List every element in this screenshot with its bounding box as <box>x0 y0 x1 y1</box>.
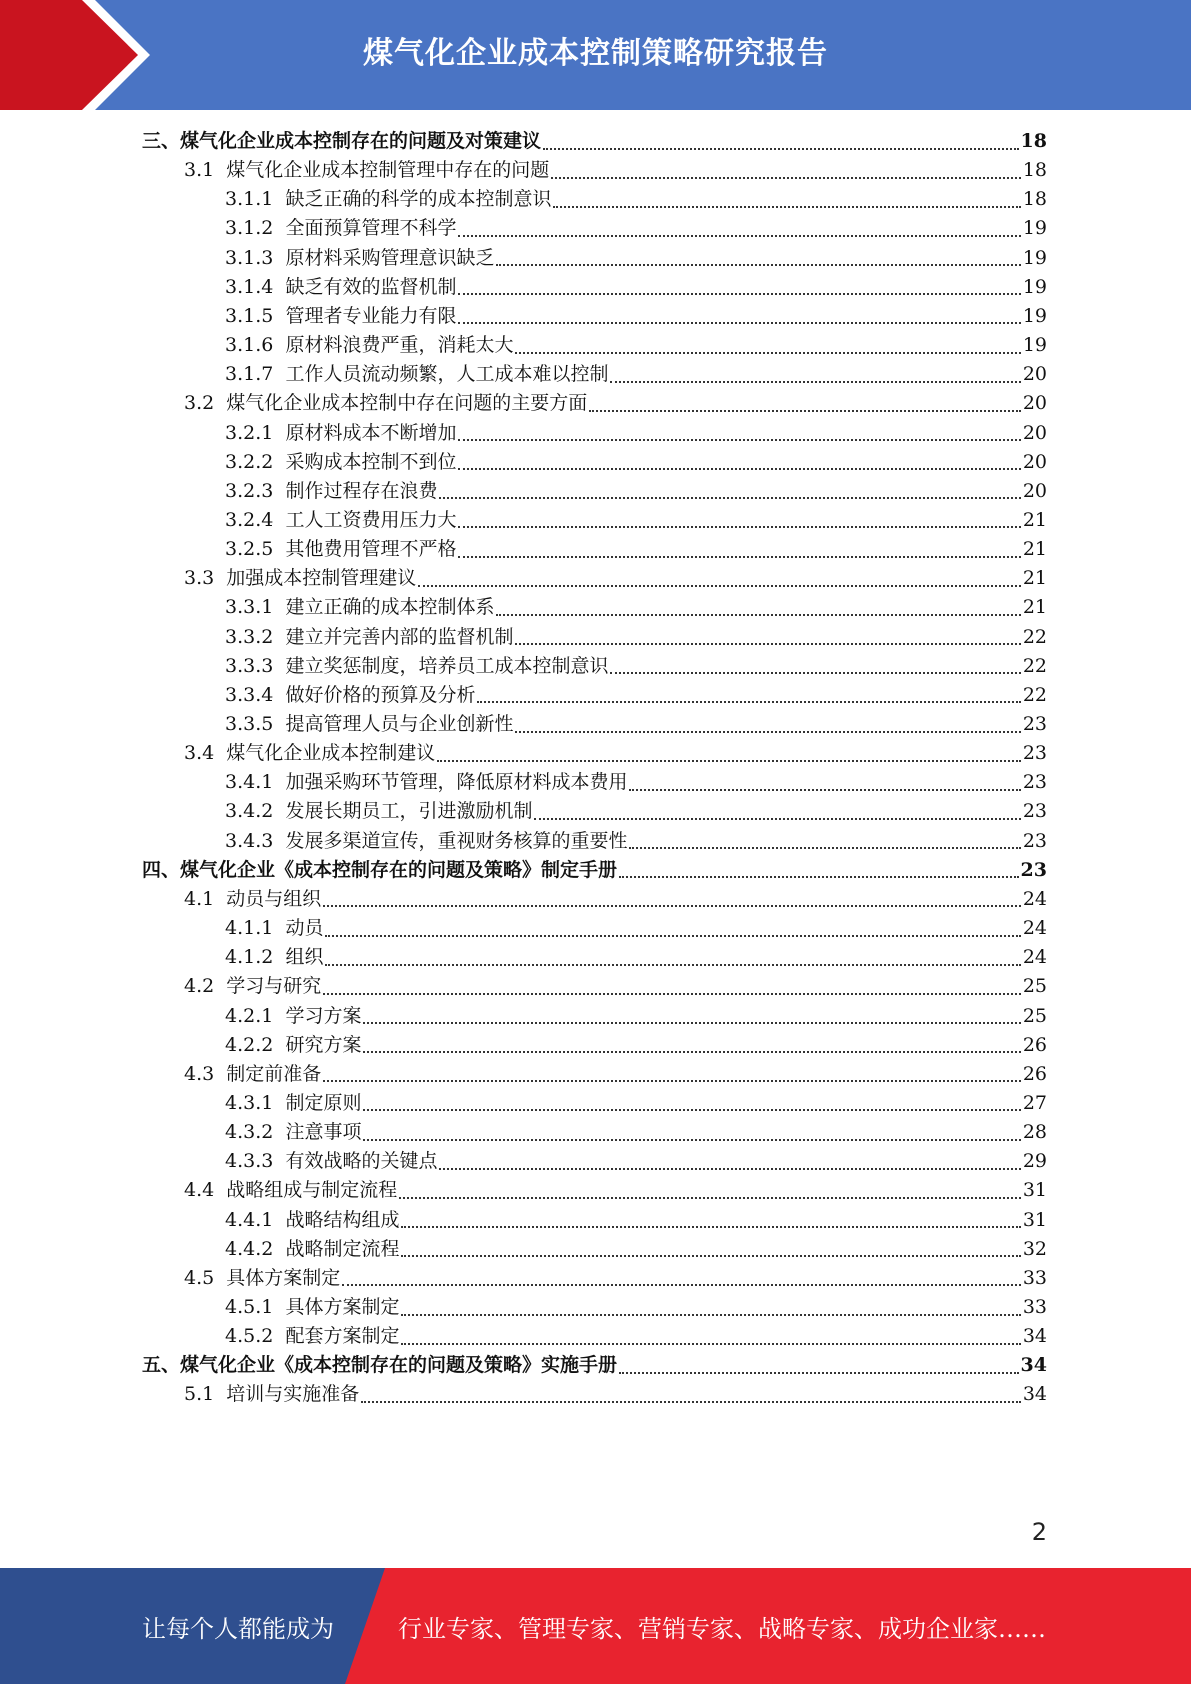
toc-entry-page: 34 <box>1022 1325 1047 1348</box>
toc-entry-title: 建立并完善内部的监督机制 <box>285 625 514 648</box>
toc-dot-leader <box>401 1226 1020 1228</box>
toc-entry-title: 动员与组织 <box>226 887 322 910</box>
toc-entry-number: 3.2.2 <box>225 450 286 473</box>
toc-dot-leader <box>629 847 1020 849</box>
toc-entry[interactable] <box>225 534 1047 565</box>
toc-entry[interactable] <box>225 301 1047 332</box>
toc-entry-page: 22 <box>1022 683 1047 706</box>
toc-entry[interactable] <box>184 738 1047 769</box>
toc-entry[interactable] <box>225 1292 1047 1323</box>
toc-entry-number: 3.1.5 <box>225 304 286 327</box>
toc-dot-leader <box>458 439 1020 441</box>
toc-dot-leader <box>458 526 1020 528</box>
footer-roles: 行业专家、管理专家、营销专家、战略专家、成功企业家…… <box>398 1614 1046 1643</box>
toc-dot-leader <box>543 148 1019 150</box>
toc-entry-number: 4.1.1 <box>225 917 286 940</box>
toc-entry[interactable] <box>225 1205 1047 1236</box>
toc-entry[interactable] <box>225 1146 1047 1177</box>
toc-entry-title: 制定原则 <box>285 1091 362 1114</box>
toc-entry-page: 18 <box>1022 188 1047 211</box>
toc-entry-number: 3.2 <box>184 392 227 415</box>
toc-entry-title: 缺乏有效的监督机制 <box>285 275 457 298</box>
toc-entry-title: 注意事项 <box>285 1121 362 1144</box>
toc-entry[interactable] <box>225 1117 1047 1148</box>
toc-dot-leader <box>323 993 1021 995</box>
toc-dot-leader <box>437 760 1021 762</box>
toc-entry[interactable] <box>142 855 1047 886</box>
toc-entry[interactable] <box>142 126 1047 157</box>
toc-entry-title: 发展长期员工，引进激励机制 <box>285 800 533 823</box>
toc-dot-leader <box>610 381 1020 383</box>
toc-entry[interactable] <box>184 388 1047 419</box>
toc-entry-number: 4.3 <box>184 1062 227 1085</box>
toc-entry-title: 培训与实施准备 <box>226 1383 360 1406</box>
toc-entry-page: 21 <box>1022 508 1047 531</box>
toc-entry[interactable] <box>225 767 1047 798</box>
footer-slogan: 让每个人都能成为 <box>142 1614 334 1643</box>
toc-entry-page: 20 <box>1022 363 1047 386</box>
toc-entry-number: 4.5.2 <box>225 1325 286 1348</box>
toc-dot-leader <box>363 1139 1020 1141</box>
toc-entry-number: 3.3.2 <box>225 625 286 648</box>
toc-entry-page: 19 <box>1022 246 1047 269</box>
toc-entry[interactable] <box>225 1030 1047 1061</box>
toc-entry-title: 做好价格的预算及分析 <box>285 683 476 706</box>
toc-entry-page: 25 <box>1022 1004 1047 1027</box>
header-banner <box>0 0 1191 110</box>
toc-entry-page: 20 <box>1022 421 1047 444</box>
toc-entry-title: 研究方案 <box>285 1033 362 1056</box>
toc-entry-page: 31 <box>1022 1179 1047 1202</box>
toc-entry-page: 23 <box>1022 800 1047 823</box>
toc-entry-title: 有效战略的关键点 <box>285 1150 438 1173</box>
toc-entry-number: 3.2.4 <box>225 508 286 531</box>
toc-entry-title: 制定前准备 <box>226 1062 322 1085</box>
toc-dot-leader <box>363 1022 1020 1024</box>
toc-entry-number: 4.1 <box>184 887 227 910</box>
toc-entry-page: 34 <box>1022 1383 1047 1406</box>
toc-dot-leader <box>418 585 1021 587</box>
toc-entry-number: 3.4.2 <box>225 800 286 823</box>
toc-entry-number: 3.2.5 <box>225 538 286 561</box>
toc-entry-title: 其他费用管理不严格 <box>285 538 457 561</box>
toc-dot-leader <box>458 322 1020 324</box>
toc-entry-page: 24 <box>1022 917 1047 940</box>
toc-dot-leader <box>401 1255 1020 1257</box>
toc-entry-page: 19 <box>1022 275 1047 298</box>
toc-entry-title: 管理者专业能力有限 <box>285 304 457 327</box>
toc-entry-number: 3.4.3 <box>225 829 286 852</box>
toc-entry-title: 采购成本控制不到位 <box>285 450 457 473</box>
toc-entry-number: 4.2.2 <box>225 1033 286 1056</box>
toc-entry-number: 3.4.1 <box>225 771 286 794</box>
toc-dot-leader <box>323 1080 1021 1082</box>
toc-entry-number: 三、 <box>142 130 181 152</box>
toc-entry-page: 33 <box>1022 1266 1047 1289</box>
toc-entry-number: 五、 <box>142 1354 181 1377</box>
toc-entry[interactable] <box>225 184 1047 215</box>
toc-entry-number: 3.3.5 <box>225 713 286 735</box>
toc-entry-number: 4.5.1 <box>225 1296 286 1318</box>
toc-entry-number: 4.3.3 <box>225 1150 286 1173</box>
toc-entry-number: 3.3.4 <box>225 683 286 706</box>
toc-entry[interactable] <box>184 884 1047 915</box>
page-number: 2 <box>1031 1518 1047 1546</box>
toc-entry-page: 29 <box>1022 1150 1047 1173</box>
toc-entry-page: 23 <box>1022 771 1047 794</box>
toc-dot-leader <box>458 468 1020 470</box>
toc-dot-leader <box>439 497 1020 499</box>
toc-entry-title: 煤气化企业成本控制管理中存在的问题 <box>226 159 550 182</box>
toc-dot-leader <box>589 410 1021 412</box>
toc-entry-page: 19 <box>1022 334 1047 357</box>
toc-dot-leader <box>496 614 1020 616</box>
toc-entry[interactable] <box>225 680 1047 711</box>
toc-entry-title: 战略制定流程 <box>285 1237 400 1260</box>
toc-entry-page: 33 <box>1022 1296 1047 1318</box>
toc-entry[interactable] <box>225 913 1047 944</box>
toc-entry-page: 20 <box>1022 392 1047 415</box>
toc-entry[interactable] <box>184 1263 1047 1294</box>
toc-entry[interactable] <box>225 272 1047 303</box>
toc-entry[interactable] <box>225 418 1047 449</box>
report-title: 煤气化企业成本控制策略研究报告 <box>363 36 828 71</box>
toc-dot-leader <box>401 1314 1020 1316</box>
toc-entry-page: 21 <box>1022 538 1047 561</box>
toc-entry-page: 19 <box>1022 304 1047 327</box>
toc-entry-title: 战略组成与制定流程 <box>226 1179 398 1202</box>
toc-dot-leader <box>458 235 1020 237</box>
toc-entry-title: 战略结构组成 <box>285 1208 400 1231</box>
toc-entry-title: 煤气化企业成本控制存在的问题及对策建议 <box>180 130 542 152</box>
toc-entry-page: 20 <box>1022 479 1047 502</box>
toc-entry[interactable] <box>225 1088 1047 1119</box>
toc-entry-number: 4.3.1 <box>225 1091 286 1114</box>
toc-entry[interactable] <box>225 651 1047 682</box>
toc-entry[interactable] <box>142 1350 1047 1381</box>
toc-entry-number: 4.5 <box>184 1266 227 1289</box>
toc-entry-number: 3.1 <box>184 159 227 182</box>
toc-entry-page: 34 <box>1020 1354 1047 1377</box>
toc-entry-title: 学习与研究 <box>226 975 322 998</box>
toc-entry-title: 原材料成本不断增加 <box>285 421 457 444</box>
toc-entry[interactable] <box>225 622 1047 653</box>
toc-dot-leader <box>363 1051 1020 1053</box>
toc-entry-page: 31 <box>1022 1208 1047 1231</box>
toc-dot-leader <box>458 556 1020 558</box>
toc-entry[interactable] <box>225 1234 1047 1265</box>
toc-entry-number: 3.1.2 <box>225 217 286 240</box>
toc-dot-leader <box>610 672 1020 674</box>
toc-dot-leader <box>458 293 1020 295</box>
toc-entry-title: 煤气化企业《成本控制存在的问题及策略》制定手册 <box>180 858 618 881</box>
toc-entry-page: 18 <box>1022 159 1047 182</box>
toc-entry-page: 24 <box>1022 887 1047 910</box>
toc-entry-number: 3.1.3 <box>225 246 286 269</box>
toc-dot-leader <box>323 905 1021 907</box>
toc-dot-leader <box>439 1168 1020 1170</box>
toc-entry-title: 缺乏正确的科学的成本控制意识 <box>285 188 552 211</box>
toc-entry[interactable] <box>184 1059 1047 1090</box>
toc-entry-page: 22 <box>1022 625 1047 648</box>
toc-entry-number: 3.1.1 <box>225 188 286 211</box>
toc-entry-page: 25 <box>1022 975 1047 998</box>
toc-entry[interactable] <box>225 592 1047 623</box>
toc-entry-page: 21 <box>1022 567 1047 590</box>
toc-dot-leader <box>629 789 1020 791</box>
toc-entry-title: 发展多渠道宣传，重视财务核算的重要性 <box>285 829 628 852</box>
toc-entry[interactable] <box>225 1321 1047 1352</box>
toc-entry-title: 制作过程存在浪费 <box>285 479 438 502</box>
toc-entry-page: 23 <box>1022 829 1047 852</box>
toc-entry-page: 28 <box>1022 1121 1047 1144</box>
toc-entry-title: 配套方案制定 <box>285 1325 400 1348</box>
toc-entry-title: 加强成本控制管理建议 <box>226 567 417 590</box>
toc-entry-number: 3.2.3 <box>225 479 286 502</box>
toc-entry-title: 建立正确的成本控制体系 <box>285 596 495 619</box>
toc-entry[interactable] <box>225 476 1047 507</box>
toc-entry-title: 建立奖惩制度，培养员工成本控制意识 <box>285 654 609 677</box>
toc-entry-title: 原材料浪费严重，消耗太大 <box>285 334 514 357</box>
toc-entry-number: 4.3.2 <box>225 1121 286 1144</box>
toc-dot-leader <box>551 177 1021 179</box>
toc-entry-number: 4.4.1 <box>225 1208 286 1231</box>
toc-entry-page: 26 <box>1022 1033 1047 1056</box>
footer-banner <box>0 1568 1191 1684</box>
toc-entry-number: 4.2 <box>184 975 227 998</box>
toc-entry-title: 煤气化企业成本控制中存在问题的主要方面 <box>226 392 588 415</box>
toc-entry-page: 18 <box>1020 130 1047 152</box>
toc-entry[interactable] <box>225 505 1047 536</box>
toc-entry-title: 加强采购环节管理，降低原材料成本费用 <box>285 771 628 794</box>
toc-dot-leader <box>477 701 1020 703</box>
toc-entry[interactable] <box>184 1379 1047 1410</box>
toc-entry-number: 5.1 <box>184 1383 227 1406</box>
toc-entry[interactable] <box>184 155 1047 186</box>
toc-entry[interactable] <box>225 447 1047 478</box>
toc-entry-number: 3.3 <box>184 567 227 590</box>
toc-dot-leader <box>363 1109 1020 1111</box>
toc-entry[interactable] <box>225 826 1047 857</box>
toc-dot-leader <box>515 731 1020 733</box>
toc-dot-leader <box>619 1372 1019 1374</box>
toc-dot-leader <box>325 964 1020 966</box>
toc-dot-leader <box>342 1284 1021 1286</box>
toc-entry-page: 24 <box>1022 946 1047 969</box>
toc-entry-page: 23 <box>1022 742 1047 765</box>
toc-entry[interactable] <box>225 1001 1047 1032</box>
toc-entry-number: 3.1.6 <box>225 334 286 357</box>
toc-dot-leader <box>534 818 1020 820</box>
toc-entry[interactable] <box>225 796 1047 827</box>
toc-dot-leader <box>496 264 1020 266</box>
toc-entry-title: 组织 <box>285 946 324 969</box>
toc-entry-page: 21 <box>1022 596 1047 619</box>
toc-entry[interactable] <box>184 971 1047 1002</box>
toc-entry-title: 提高管理人员与企业创新性 <box>285 713 514 735</box>
toc-entry-page: 22 <box>1022 654 1047 677</box>
toc-entry-title: 煤气化企业《成本控制存在的问题及策略》实施手册 <box>180 1354 618 1377</box>
toc-dot-leader <box>361 1401 1021 1403</box>
toc-dot-leader <box>399 1197 1021 1199</box>
toc-entry-title: 原材料采购管理意识缺乏 <box>285 246 495 269</box>
toc-entry-number: 3.2.1 <box>225 421 286 444</box>
toc-entry-number: 四、 <box>142 858 181 881</box>
toc-entry-page: 26 <box>1022 1062 1047 1085</box>
toc-entry-page: 19 <box>1022 217 1047 240</box>
toc-dot-leader <box>325 935 1020 937</box>
toc-entry-page: 23 <box>1022 713 1047 735</box>
toc-entry-number: 4.1.2 <box>225 946 286 969</box>
toc-entry-number: 4.2.1 <box>225 1004 286 1027</box>
toc-dot-leader <box>401 1343 1020 1345</box>
toc-entry-title: 全面预算管理不科学 <box>285 217 457 240</box>
toc-entry[interactable] <box>225 942 1047 973</box>
toc-entry-number: 3.3.1 <box>225 596 286 619</box>
toc-dot-leader <box>619 876 1019 878</box>
toc-entry-number: 3.3.3 <box>225 654 286 677</box>
toc-entry-title: 具体方案制定 <box>285 1296 400 1318</box>
toc-entry[interactable] <box>184 563 1047 594</box>
toc-entry[interactable] <box>225 243 1047 274</box>
toc-entry-page: 32 <box>1022 1237 1047 1260</box>
toc-entry[interactable] <box>225 213 1047 244</box>
toc-entry-title: 动员 <box>285 917 324 940</box>
toc-entry-number: 4.4 <box>184 1179 227 1202</box>
toc-dot-leader <box>515 643 1020 645</box>
toc-entry-page: 27 <box>1022 1091 1047 1114</box>
toc-dot-leader <box>515 352 1020 354</box>
toc-entry-number: 3.1.7 <box>225 363 286 386</box>
toc-entry-page: 20 <box>1022 450 1047 473</box>
toc-entry-title: 煤气化企业成本控制建议 <box>226 742 436 765</box>
toc-entry-number: 3.1.4 <box>225 275 286 298</box>
toc-entry-title: 具体方案制定 <box>226 1266 341 1289</box>
toc-entry-title: 工人工资费用压力大 <box>285 508 457 531</box>
toc-entry-title: 学习方案 <box>285 1004 362 1027</box>
toc-entry-title: 工作人员流动频繁，人工成本难以控制 <box>285 363 609 386</box>
toc-entry[interactable] <box>225 330 1047 361</box>
toc-entry-page: 23 <box>1020 858 1047 881</box>
toc-entry-number: 4.4.2 <box>225 1237 286 1260</box>
toc-entry[interactable] <box>225 359 1047 390</box>
toc-entry[interactable] <box>184 1175 1047 1206</box>
toc-dot-leader <box>553 206 1020 208</box>
toc-entry-number: 3.4 <box>184 742 227 765</box>
toc-entry[interactable] <box>225 709 1047 740</box>
